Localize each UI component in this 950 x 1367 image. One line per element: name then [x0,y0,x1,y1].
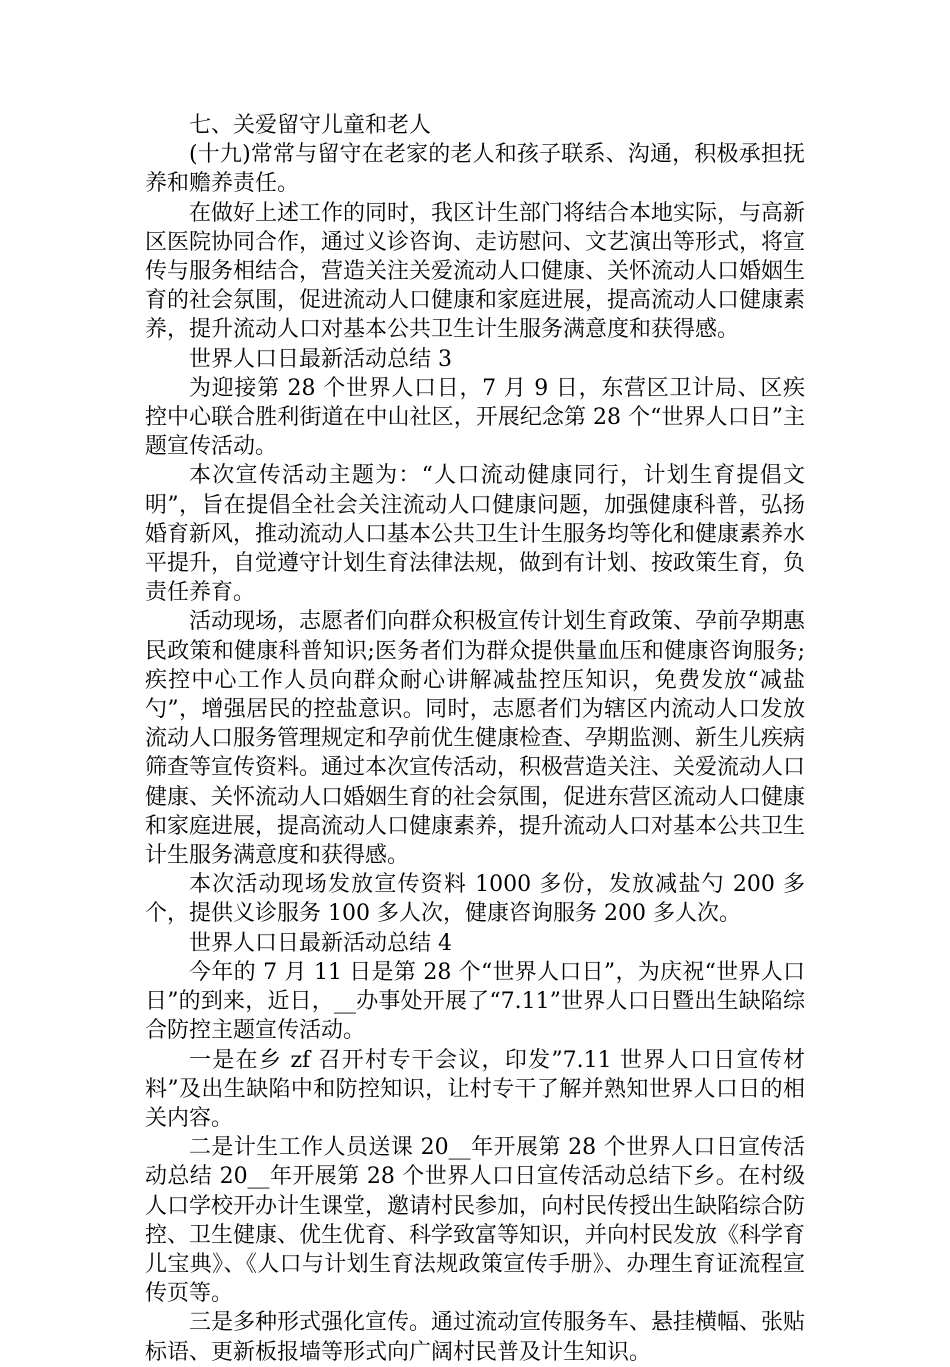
paragraph-point-one: 一是在乡 zf 召开村专干会议，印发”7.11 世界人口日宣传材料”及出生缺陷中和防控知识，让村专干了解并熟知世界人口日的相关内容。 [145,1047,805,1131]
paragraph-event-theme: 本次宣传活动主题为：“人口流动健康同行，计划生育提倡文明”，旨在提倡全社会关注流动人口健康问题，加强健康科普，弘扬婚育新风，推动流动人口基本公共卫生计生服务均等化和健康素养水平提升，自觉遵守计划生育法律法规，做到有计划、按政策生育，负责任养育。 [145,463,806,606]
section-heading-summary-3: 世界人口日最新活动总结 3 [189,346,452,372]
section-heading-summary-4: 世界人口日最新活动总结 4 [189,930,452,956]
paragraph-summary: 在做好上述工作的同时，我区计生部门将结合本地实际，与高新区医院协同合作，通过义诊咨询、走访慰问、文艺演出等形式，将宣传与服务相结合，营造关注关爱流动人口健康、关怀流动人口婚姻生育的社会氛围，促进流动人口健康和家庭进展，提高流动人口健康素养，提升流动人口对基本公共卫生计生服务满意度和获得感。 [145,200,806,343]
paragraph-summary-4-intro: 今年的 7 月 11 日是第 28 个“世界人口日”，为庆祝“世界人口日”的到来，近日，__办事处开展了“7.11”世界人口日暨出生缺陷综合防控主题宣传活动。 [145,959,805,1044]
paragraph-item-19: (十九)常常与留守在老家的老人和孩子联系、沟通，积极承担抚养和赡养责任。 [145,142,805,197]
paragraph-point-three: 三是多种形式强化宣传。通过流动宣传服务车、悬挂横幅、张贴标语、更新板报墙等形式向广阔村民普及计生知识。 [145,1310,806,1365]
paragraph-event-stats: 本次活动现场发放宣传资料 1000 多份，发放减盐勺 200 多个，提供义诊服务 100 多人次，健康咨询服务 200 多人次。 [145,872,805,927]
paragraph-event-activities: 活动现场，志愿者们向群众积极宣传计划生育政策、孕前孕期惠民政策和健康科普知识;医务者们为群众提供量血压和健康咨询服务;疾控中心工作人员向群众耐心讲解减盐控压知识，免费发放“减盐勺”，增强居民的控盐意识。同时，志愿者们为辖区内流动人口发放流动人口服务管理规定和孕前优生健康检查、孕期监测、新生儿疾病筛查等宣传资料。通过本次宣传活动，积极营造关注、关爱流动人口健康、关怀流动人口婚姻生育的社会氛围，促进东营区流动人口健康和家庭进展，提高流动人口健康素养，提升流动人口对基本公共卫生计生服务满意度和获得感。 [145,609,806,869]
document-body [145,111,805,1367]
section-heading-care-left-behind: 七、关爱留守儿童和老人 [189,113,432,138]
paragraph-event-intro: 为迎接第 28 个世界人口日，7 月 9 日，东营区卫计局、区疾控中心联合胜利街道在中山社区，开展纪念第 28 个“世界人口日”主题宣传活动。 [145,375,805,460]
paragraph-point-two: 二是计生工作人员送课 20__年开展第 28 个世界人口日宣传活动总结 20__年开展第 28 个世界人口日宣传活动总结下乡。在村级人口学校开办计生课堂，邀请村民参加，向村民传授出生缺陷综合防控、卫生健康、优生优育、科学致富等知识，并向村民发放《科学育儿宝典》、《人口与计划生育法规政策宣传手册》、办理生育证流程宣传页等。 [145,1135,806,1307]
